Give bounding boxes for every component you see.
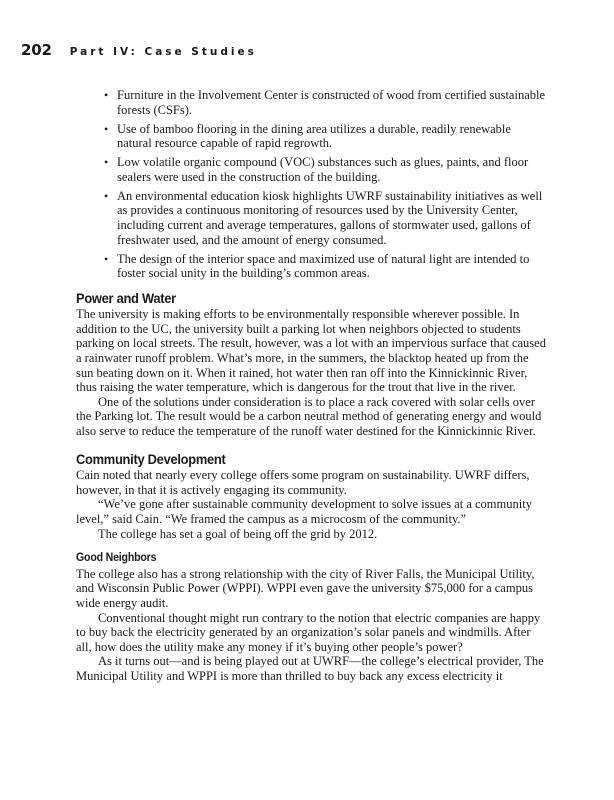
heading-good-neighbors: Good Neighbors	[76, 552, 157, 565]
running-head	[21, 40, 257, 59]
paragraph: Cain noted that nearly every college offers some program on sustainability. UWRF differs, however, in that it is actively engaging its community.	[76, 468, 530, 497]
feature-bullet-list	[76, 88, 546, 281]
bullet-icon: •	[104, 88, 109, 102]
paragraph: The university is making efforts to be environmentally responsible wherever possible. In addition to the UC, the university built a parking lot when neighbors objected to students parking on local streets. The result, however, was a lot with an impervious surface that caused a rainwater runoff problem. What’s more, in the summers, the blacktop heated up from the sun beating down on it. When it rained, hot water then ran off into the Kinnickinnic River, thus raising the water temperature, which is dangerous for the trout that live in the river.	[76, 307, 546, 395]
bullet-icon: •	[104, 155, 109, 170]
paragraph: One of the solutions under consideration is to place a rack covered with solar cells over the Parking lot. The result would be a carbon neutral method of generating energy and would also serve to reduce the temperature of the runoff water destined for the Kinnickinnic River.	[76, 394, 542, 439]
list-item: • The design of the interior space and maximized use of natural light are intended to foster social unity in the building’s common areas.	[104, 251, 530, 281]
page-number: 202	[21, 41, 52, 59]
paragraph: Conventional thought might run contrary to the notion that electric companies are happy to buy back the electricity generated by an organization’s solar panels and windmills. After all, how does the utility make any money if it’s buying other people’s power?	[76, 610, 541, 654]
bullet-icon: •	[104, 121, 109, 136]
paragraph: “We’ve gone after sustainable community development to solve issues at a community level,” said Cain. “We framed the campus as a microcosm of the community.”	[76, 497, 532, 526]
list-item: • Use of bamboo flooring in the dining area utilizes a durable, readily renewable natural resource capable of rapid regrowth.	[104, 121, 511, 151]
list-item: • Low volatile organic compound (VOC) substances such as glues, paints, and floor sealers were used in the construction of the building.	[104, 155, 529, 184]
paragraph: The college also has a strong relationship with the city of River Falls, the Municipal Utility, and Wisconsin Public Power (WPPI). WPPI even gave the university $75,000 for a campus wide energy audit.	[76, 566, 535, 610]
paragraph: As it turns out—and is being played out at UWRF—the college’s electrical provider, The Municipal Utility and WPPI is more than thrilled to buy back any excess electricity it	[76, 654, 544, 683]
heading-power-and-water: Power and Water	[76, 289, 176, 306]
part-label: Part IV: Case Studies	[69, 46, 257, 58]
list-item: • An environmental education kiosk highlights UWRF sustainability initiatives as well as provides a continuous monitoring of resources used by the University Center, including current and average temperatures, gallons of stormwater used, gallons of freshwater used, and the amount of energy consumed.	[104, 188, 543, 247]
bullet-icon: •	[104, 188, 109, 203]
body-text	[76, 88, 546, 684]
list-item: • Furniture in the Involvement Center is constructed of wood from certified sustainable forests (CSFs).	[104, 88, 546, 117]
bullet-icon: •	[104, 251, 109, 266]
heading-community-development: Community Development	[76, 450, 226, 467]
paragraph: The college has set a goal of being off the grid by 2012.	[98, 526, 378, 541]
